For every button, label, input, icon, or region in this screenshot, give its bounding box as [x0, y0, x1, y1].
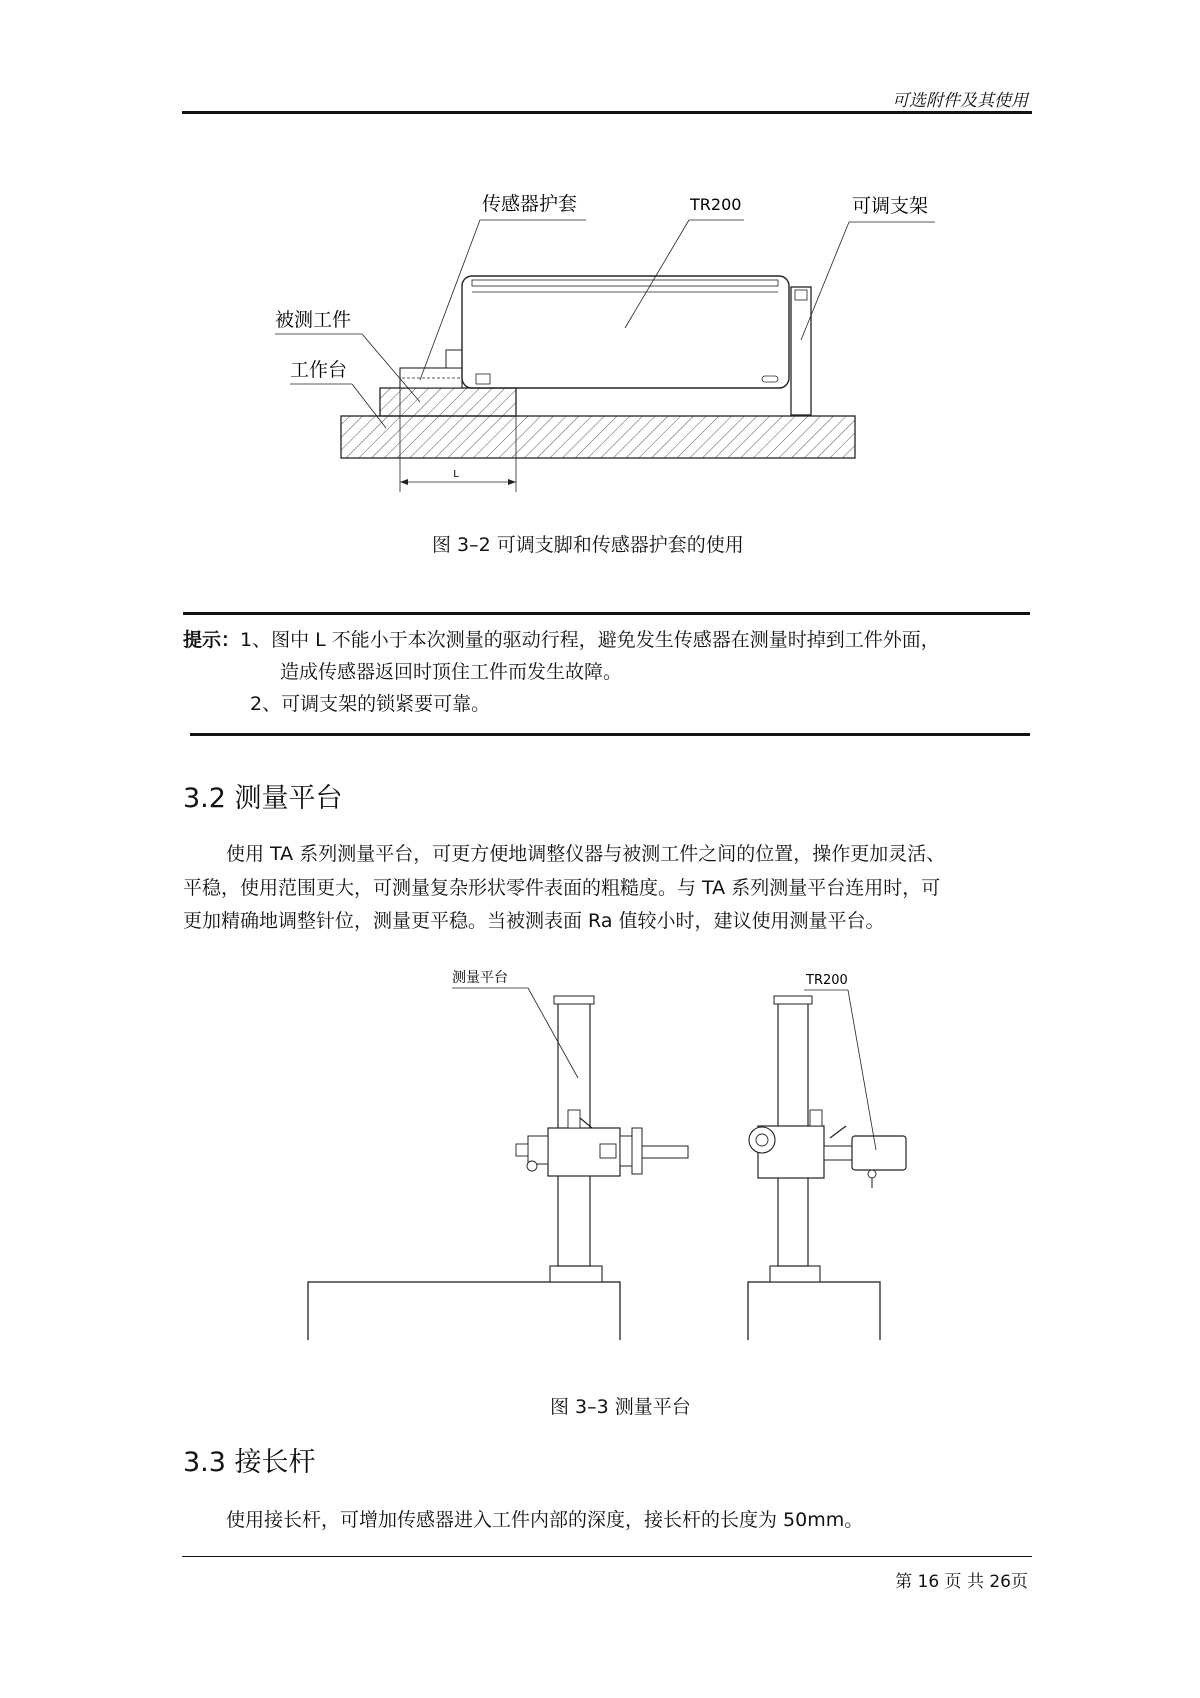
running-header: 可选附件及其使用 — [892, 91, 1028, 111]
tip-top-rule — [183, 612, 1030, 615]
section-3-2-para-line-1: 使用 TA 系列测量平台，可更方便地调整仪器与被测工件之间的位置，操作更加灵活、 — [226, 843, 946, 865]
platform-base-right — [748, 1282, 880, 1340]
label-workpiece: 被测工件 — [275, 309, 352, 331]
dimension-l-label: L — [453, 469, 459, 480]
section-3-3-heading: 3.3 接长杆 — [183, 1447, 316, 1478]
page-number: 第 16 页 共 26页 — [895, 1572, 1028, 1592]
label-worktable: 工作台 — [290, 359, 348, 381]
worktable-shape — [341, 416, 855, 458]
section-3-2-para-line-2: 平稳，使用范围更大，可测量复杂形状零件表面的粗糙度。与 TA 系列测量平台连用时，可 — [183, 877, 941, 899]
tr200-body-shape — [462, 276, 789, 388]
adjustable-stand-shape — [791, 287, 811, 415]
label-sensor-sleeve: 传感器护套 — [482, 193, 578, 215]
tip-item-2: 2、可调支架的锁紧要可靠。 — [250, 693, 491, 715]
label-platform: 测量平台 — [452, 970, 508, 986]
figure-3-2-caption: 图 3–2 可调支脚和传感器护套的使用 — [432, 534, 744, 556]
platform-base-left — [308, 1282, 620, 1340]
tip-bottom-rule — [190, 733, 1030, 736]
section-3-3-para: 使用接长杆，可增加传感器进入工件内部的深度，接长杆的长度为 50mm。 — [226, 1509, 864, 1531]
header-rule — [182, 111, 1032, 114]
label-tr200-2: TR200 — [806, 973, 848, 988]
tip-line-1 — [183, 624, 940, 656]
tr200-on-platform — [852, 1136, 906, 1170]
tip-item-1-line-1: 1、图中 L 不能小于本次测量的驱动行程，避免发生传感器在测量时掉到工件外面， — [240, 629, 940, 651]
tip-prefix: 提示： — [183, 629, 241, 651]
tip-item-1-line-2: 造成传感器返回时顶住工件而发生故障。 — [280, 661, 623, 683]
section-3-2-para-line-3: 更加精确地调整针位，测量更平稳。当被测表面 Ra 值较小时，建议使用测量平台。 — [183, 910, 885, 932]
section-3-2-heading: 3.2 测量平台 — [183, 783, 343, 814]
footer-rule — [182, 1556, 1032, 1557]
figure-3-3-caption: 图 3–3 测量平台 — [550, 1396, 691, 1418]
figure-3-2 — [0, 180, 1200, 500]
figure-3-3 — [0, 960, 1200, 1340]
label-tr200: TR200 — [690, 195, 742, 214]
label-adjustable-stand: 可调支架 — [852, 195, 929, 217]
